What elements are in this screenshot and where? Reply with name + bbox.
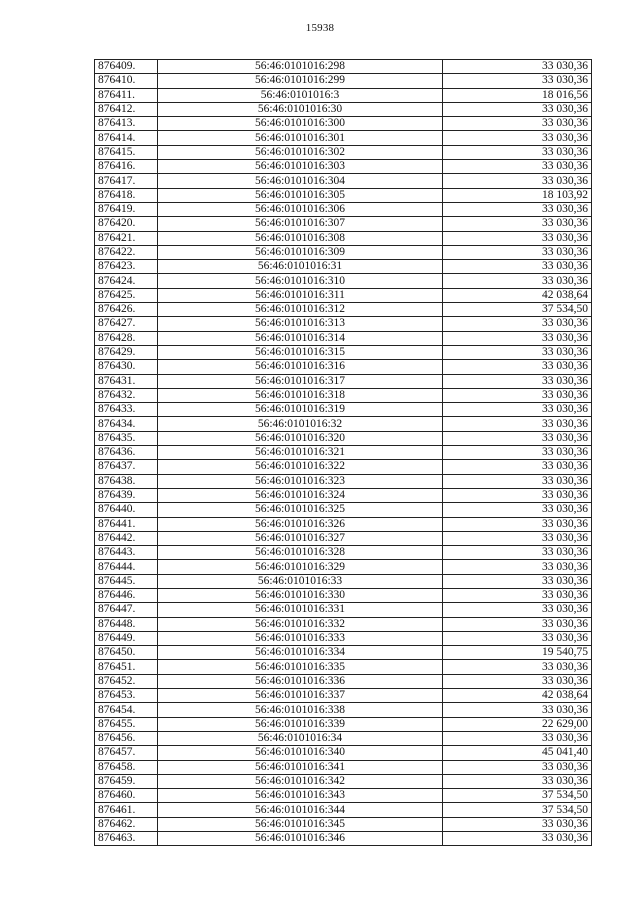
table-row bbox=[95, 231, 592, 245]
cadastral-value-cell: 37 534,50 bbox=[443, 789, 592, 803]
cadastral-value-cell: 33 030,36 bbox=[443, 617, 592, 631]
cadastral-number-cell: 56:46:0101016:326 bbox=[158, 517, 443, 531]
cadastral-number-cell: 56:46:0101016:322 bbox=[158, 460, 443, 474]
cadastral-number-cell: 56:46:0101016:300 bbox=[158, 117, 443, 131]
row-number-cell: 876457. bbox=[95, 746, 158, 760]
cadastral-value-cell: 33 030,36 bbox=[443, 446, 592, 460]
cadastral-value-cell: 33 030,36 bbox=[443, 374, 592, 388]
table-row bbox=[95, 431, 592, 445]
cadastral-value-cell: 33 030,36 bbox=[443, 574, 592, 588]
cadastral-number-cell: 56:46:0101016:328 bbox=[158, 546, 443, 560]
table-row bbox=[95, 60, 592, 74]
row-number-cell: 876428. bbox=[95, 331, 158, 345]
row-number-cell: 876462. bbox=[95, 817, 158, 831]
table-row bbox=[95, 145, 592, 159]
cadastral-number-cell: 56:46:0101016:339 bbox=[158, 717, 443, 731]
cadastral-value-cell: 33 030,36 bbox=[443, 474, 592, 488]
cadastral-value-cell: 33 030,36 bbox=[443, 202, 592, 216]
row-number-cell: 876437. bbox=[95, 460, 158, 474]
row-number-cell: 876459. bbox=[95, 774, 158, 788]
table-row bbox=[95, 703, 592, 717]
cadastral-number-cell: 56:46:0101016:336 bbox=[158, 674, 443, 688]
cadastral-number-cell: 56:46:0101016:301 bbox=[158, 131, 443, 145]
row-number-cell: 876413. bbox=[95, 117, 158, 131]
table-row bbox=[95, 689, 592, 703]
table-row bbox=[95, 303, 592, 317]
row-number-cell: 876427. bbox=[95, 317, 158, 331]
table-row bbox=[95, 403, 592, 417]
table-row bbox=[95, 446, 592, 460]
table-row bbox=[95, 260, 592, 274]
cadastral-value-cell: 33 030,36 bbox=[443, 774, 592, 788]
row-number-cell: 876420. bbox=[95, 217, 158, 231]
table-row bbox=[95, 202, 592, 216]
table-row bbox=[95, 789, 592, 803]
row-number-cell: 876447. bbox=[95, 603, 158, 617]
row-number-cell: 876451. bbox=[95, 660, 158, 674]
cadastral-number-cell: 56:46:0101016:345 bbox=[158, 817, 443, 831]
row-number-cell: 876410. bbox=[95, 74, 158, 88]
row-number-cell: 876431. bbox=[95, 374, 158, 388]
row-number-cell: 876449. bbox=[95, 631, 158, 645]
row-number-cell: 876424. bbox=[95, 274, 158, 288]
cadastral-value-cell: 45 041,40 bbox=[443, 746, 592, 760]
table-row bbox=[95, 331, 592, 345]
row-number-cell: 876421. bbox=[95, 231, 158, 245]
row-number-cell: 876456. bbox=[95, 731, 158, 745]
cadastral-number-cell: 56:46:0101016:330 bbox=[158, 588, 443, 602]
cadastral-value-cell: 33 030,36 bbox=[443, 488, 592, 502]
row-number-cell: 876455. bbox=[95, 717, 158, 731]
table-row bbox=[95, 88, 592, 102]
cadastral-value-cell: 33 030,36 bbox=[443, 832, 592, 846]
table-row bbox=[95, 660, 592, 674]
cadastral-number-cell: 56:46:0101016:318 bbox=[158, 388, 443, 402]
table-row bbox=[95, 345, 592, 359]
table-row bbox=[95, 617, 592, 631]
cadastral-value-cell: 33 030,36 bbox=[443, 731, 592, 745]
cadastral-number-cell: 56:46:0101016:320 bbox=[158, 431, 443, 445]
table-row bbox=[95, 588, 592, 602]
cadastral-value-cell: 33 030,36 bbox=[443, 388, 592, 402]
cadastral-number-cell: 56:46:0101016:305 bbox=[158, 188, 443, 202]
table-row bbox=[95, 117, 592, 131]
cadastral-number-cell: 56:46:0101016:312 bbox=[158, 303, 443, 317]
cadastral-value-cell: 42 038,64 bbox=[443, 689, 592, 703]
row-number-cell: 876425. bbox=[95, 288, 158, 302]
row-number-cell: 876443. bbox=[95, 546, 158, 560]
cadastral-value-cell: 33 030,36 bbox=[443, 131, 592, 145]
cadastral-number-cell: 56:46:0101016:315 bbox=[158, 345, 443, 359]
table-row bbox=[95, 74, 592, 88]
cadastral-number-cell: 56:46:0101016:316 bbox=[158, 360, 443, 374]
row-number-cell: 876458. bbox=[95, 760, 158, 774]
row-number-cell: 876411. bbox=[95, 88, 158, 102]
table-row bbox=[95, 288, 592, 302]
cadastral-number-cell: 56:46:0101016:321 bbox=[158, 446, 443, 460]
row-number-cell: 876414. bbox=[95, 131, 158, 145]
table-row bbox=[95, 417, 592, 431]
cadastral-number-cell: 56:46:0101016:334 bbox=[158, 646, 443, 660]
table-row bbox=[95, 217, 592, 231]
row-number-cell: 876442. bbox=[95, 531, 158, 545]
table-row bbox=[95, 174, 592, 188]
table-row bbox=[95, 517, 592, 531]
table-row bbox=[95, 546, 592, 560]
row-number-cell: 876460. bbox=[95, 789, 158, 803]
page-number: 15938 bbox=[305, 22, 335, 34]
table-row bbox=[95, 460, 592, 474]
cadastral-number-cell: 56:46:0101016:337 bbox=[158, 689, 443, 703]
cadastral-number-cell: 56:46:0101016:346 bbox=[158, 832, 443, 846]
row-number-cell: 876429. bbox=[95, 345, 158, 359]
table-row bbox=[95, 631, 592, 645]
row-number-cell: 876448. bbox=[95, 617, 158, 631]
row-number-cell: 876452. bbox=[95, 674, 158, 688]
table-row bbox=[95, 746, 592, 760]
cadastral-number-cell: 56:46:0101016:298 bbox=[158, 60, 443, 74]
cadastral-number-cell: 56:46:0101016:3 bbox=[158, 88, 443, 102]
cadastral-number-cell: 56:46:0101016:342 bbox=[158, 774, 443, 788]
table-row bbox=[95, 160, 592, 174]
cadastral-value-cell: 33 030,36 bbox=[443, 760, 592, 774]
table-row bbox=[95, 817, 592, 831]
table-row bbox=[95, 574, 592, 588]
cadastral-number-cell: 56:46:0101016:344 bbox=[158, 803, 443, 817]
row-number-cell: 876461. bbox=[95, 803, 158, 817]
row-number-cell: 876430. bbox=[95, 360, 158, 374]
row-number-cell: 876450. bbox=[95, 646, 158, 660]
cadastral-value-cell: 33 030,36 bbox=[443, 546, 592, 560]
cadastral-value-cell: 33 030,36 bbox=[443, 174, 592, 188]
row-number-cell: 876435. bbox=[95, 431, 158, 445]
cadastral-number-cell: 56:46:0101016:308 bbox=[158, 231, 443, 245]
cadastral-value-cell: 33 030,36 bbox=[443, 274, 592, 288]
cadastral-number-cell: 56:46:0101016:31 bbox=[158, 260, 443, 274]
cadastral-value-cell: 33 030,36 bbox=[443, 145, 592, 159]
cadastral-value-cell: 33 030,36 bbox=[443, 503, 592, 517]
row-number-cell: 876422. bbox=[95, 245, 158, 259]
cadastral-number-cell: 56:46:0101016:338 bbox=[158, 703, 443, 717]
cadastral-value-cell: 33 030,36 bbox=[443, 603, 592, 617]
row-number-cell: 876412. bbox=[95, 102, 158, 116]
table-row bbox=[95, 474, 592, 488]
cadastral-value-cell: 33 030,36 bbox=[443, 317, 592, 331]
row-number-cell: 876439. bbox=[95, 488, 158, 502]
cadastral-number-cell: 56:46:0101016:314 bbox=[158, 331, 443, 345]
table-row bbox=[95, 774, 592, 788]
row-number-cell: 876418. bbox=[95, 188, 158, 202]
table-row bbox=[95, 717, 592, 731]
row-number-cell: 876436. bbox=[95, 446, 158, 460]
cadastral-value-cell: 37 534,50 bbox=[443, 303, 592, 317]
cadastral-number-cell: 56:46:0101016:307 bbox=[158, 217, 443, 231]
cadastral-number-cell: 56:46:0101016:302 bbox=[158, 145, 443, 159]
table-row bbox=[95, 488, 592, 502]
table-row bbox=[95, 317, 592, 331]
cadastral-value-cell: 33 030,36 bbox=[443, 631, 592, 645]
cadastral-value-cell: 33 030,36 bbox=[443, 531, 592, 545]
table-row bbox=[95, 832, 592, 846]
cadastral-value-cell: 33 030,36 bbox=[443, 703, 592, 717]
cadastral-number-cell: 56:46:0101016:331 bbox=[158, 603, 443, 617]
table-row bbox=[95, 131, 592, 145]
table-row bbox=[95, 374, 592, 388]
cadastral-number-cell: 56:46:0101016:32 bbox=[158, 417, 443, 431]
cadastral-number-cell: 56:46:0101016:309 bbox=[158, 245, 443, 259]
cadastral-value-cell: 42 038,64 bbox=[443, 288, 592, 302]
table-row bbox=[95, 360, 592, 374]
cadastral-value-cell: 33 030,36 bbox=[443, 117, 592, 131]
table-body bbox=[95, 60, 592, 846]
cadastral-value-cell: 33 030,36 bbox=[443, 517, 592, 531]
row-number-cell: 876444. bbox=[95, 560, 158, 574]
row-number-cell: 876426. bbox=[95, 303, 158, 317]
table-row bbox=[95, 603, 592, 617]
cadastral-number-cell: 56:46:0101016:333 bbox=[158, 631, 443, 645]
table-row bbox=[95, 560, 592, 574]
cadastral-value-cell: 33 030,36 bbox=[443, 417, 592, 431]
cadastral-number-cell: 56:46:0101016:299 bbox=[158, 74, 443, 88]
cadastral-number-cell: 56:46:0101016:317 bbox=[158, 374, 443, 388]
cadastral-number-cell: 56:46:0101016:304 bbox=[158, 174, 443, 188]
cadastral-value-cell: 33 030,36 bbox=[443, 460, 592, 474]
table-row bbox=[95, 646, 592, 660]
table-row bbox=[95, 245, 592, 259]
row-number-cell: 876463. bbox=[95, 832, 158, 846]
cadastral-value-cell: 33 030,36 bbox=[443, 260, 592, 274]
cadastral-value-cell: 33 030,36 bbox=[443, 60, 592, 74]
row-number-cell: 876415. bbox=[95, 145, 158, 159]
row-number-cell: 876454. bbox=[95, 703, 158, 717]
cadastral-value-cell: 33 030,36 bbox=[443, 102, 592, 116]
cadastral-value-cell: 33 030,36 bbox=[443, 331, 592, 345]
table-row bbox=[95, 188, 592, 202]
cadastral-number-cell: 56:46:0101016:327 bbox=[158, 531, 443, 545]
cadastral-number-cell: 56:46:0101016:30 bbox=[158, 102, 443, 116]
table-row bbox=[95, 503, 592, 517]
row-number-cell: 876446. bbox=[95, 588, 158, 602]
cadastral-number-cell: 56:46:0101016:34 bbox=[158, 731, 443, 745]
cadastral-value-cell: 33 030,36 bbox=[443, 231, 592, 245]
cadastral-number-cell: 56:46:0101016:341 bbox=[158, 760, 443, 774]
row-number-cell: 876432. bbox=[95, 388, 158, 402]
cadastral-value-cell: 33 030,36 bbox=[443, 403, 592, 417]
table-row bbox=[95, 274, 592, 288]
table-row bbox=[95, 803, 592, 817]
cadastral-number-cell: 56:46:0101016:324 bbox=[158, 488, 443, 502]
table-row bbox=[95, 674, 592, 688]
cadastral-value-cell: 33 030,36 bbox=[443, 674, 592, 688]
row-number-cell: 876409. bbox=[95, 60, 158, 74]
cadastral-value-cell: 33 030,36 bbox=[443, 660, 592, 674]
row-number-cell: 876434. bbox=[95, 417, 158, 431]
table-row bbox=[95, 531, 592, 545]
cadastral-value-cell: 33 030,36 bbox=[443, 817, 592, 831]
row-number-cell: 876441. bbox=[95, 517, 158, 531]
cadastral-value-cell: 33 030,36 bbox=[443, 245, 592, 259]
cadastral-value-cell: 33 030,36 bbox=[443, 360, 592, 374]
cadastral-value-cell: 33 030,36 bbox=[443, 160, 592, 174]
cadastral-number-cell: 56:46:0101016:313 bbox=[158, 317, 443, 331]
row-number-cell: 876417. bbox=[95, 174, 158, 188]
row-number-cell: 876438. bbox=[95, 474, 158, 488]
cadastral-number-cell: 56:46:0101016:343 bbox=[158, 789, 443, 803]
cadastral-number-cell: 56:46:0101016:340 bbox=[158, 746, 443, 760]
cadastral-number-cell: 56:46:0101016:323 bbox=[158, 474, 443, 488]
cadastral-value-cell: 33 030,36 bbox=[443, 217, 592, 231]
row-number-cell: 876419. bbox=[95, 202, 158, 216]
table-row bbox=[95, 102, 592, 116]
cadastral-number-cell: 56:46:0101016:319 bbox=[158, 403, 443, 417]
cadastral-value-cell: 18 016,56 bbox=[443, 88, 592, 102]
cadastral-number-cell: 56:46:0101016:311 bbox=[158, 288, 443, 302]
cadastral-number-cell: 56:46:0101016:310 bbox=[158, 274, 443, 288]
cadastral-value-cell: 33 030,36 bbox=[443, 560, 592, 574]
cadastral-value-table bbox=[94, 59, 592, 846]
cadastral-value-cell: 37 534,50 bbox=[443, 803, 592, 817]
row-number-cell: 876416. bbox=[95, 160, 158, 174]
table-row bbox=[95, 731, 592, 745]
cadastral-number-cell: 56:46:0101016:303 bbox=[158, 160, 443, 174]
row-number-cell: 876445. bbox=[95, 574, 158, 588]
table-row bbox=[95, 388, 592, 402]
row-number-cell: 876440. bbox=[95, 503, 158, 517]
cadastral-value-cell: 22 629,00 bbox=[443, 717, 592, 731]
cadastral-number-cell: 56:46:0101016:332 bbox=[158, 617, 443, 631]
cadastral-value-cell: 18 103,92 bbox=[443, 188, 592, 202]
cadastral-number-cell: 56:46:0101016:329 bbox=[158, 560, 443, 574]
cadastral-number-cell: 56:46:0101016:306 bbox=[158, 202, 443, 216]
cadastral-value-cell: 33 030,36 bbox=[443, 588, 592, 602]
cadastral-number-cell: 56:46:0101016:325 bbox=[158, 503, 443, 517]
table-row bbox=[95, 760, 592, 774]
row-number-cell: 876433. bbox=[95, 403, 158, 417]
cadastral-value-cell: 33 030,36 bbox=[443, 74, 592, 88]
cadastral-number-cell: 56:46:0101016:33 bbox=[158, 574, 443, 588]
cadastral-value-cell: 33 030,36 bbox=[443, 345, 592, 359]
cadastral-value-cell: 19 540,75 bbox=[443, 646, 592, 660]
cadastral-number-cell: 56:46:0101016:335 bbox=[158, 660, 443, 674]
row-number-cell: 876423. bbox=[95, 260, 158, 274]
cadastral-value-cell: 33 030,36 bbox=[443, 431, 592, 445]
row-number-cell: 876453. bbox=[95, 689, 158, 703]
